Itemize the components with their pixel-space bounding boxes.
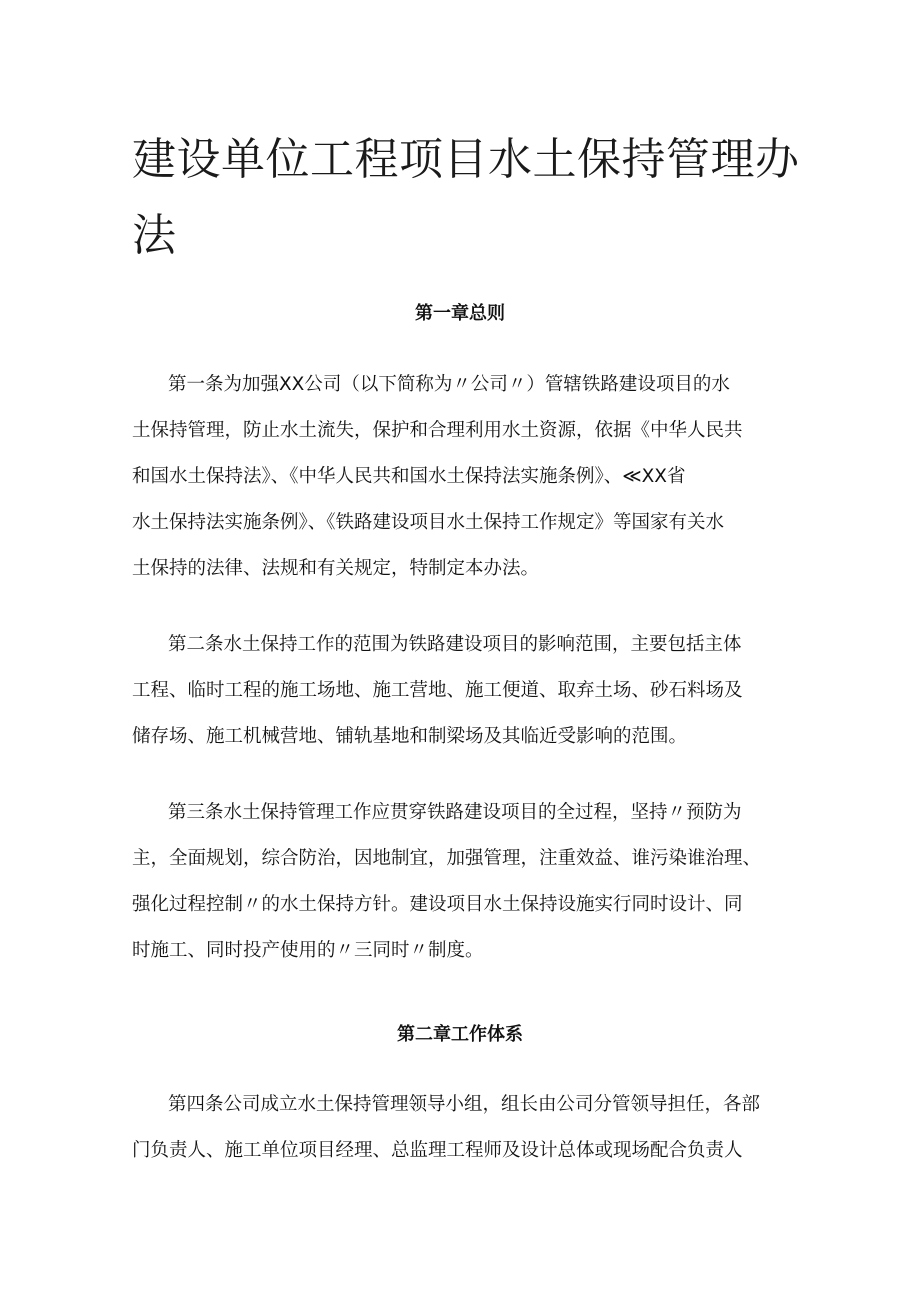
- chapter-heading-2: 第二章工作体系: [397, 1024, 523, 1045]
- article-1: [132, 362, 792, 592]
- text-line: 工程、临时工程的施工场地、施工营地、施工便道、取弃土场、砂石料场及: [132, 680, 743, 701]
- article-3: [132, 790, 792, 974]
- article-2: [132, 622, 792, 760]
- text-line: 和国水土保持法》、《中华人民共和国水土保持法实施条例》、≪XX省: [132, 466, 686, 487]
- text-line: 第一条为加强XX公司（以下简称为〃公司〃）管辖铁路建设项目的水: [168, 374, 730, 395]
- text-line: 时施工、同时投产使用的〃三同时〃制度。: [132, 940, 484, 961]
- text-line: 第四条公司成立水土保持管理领导小组，组长由公司分管领导担任，各部: [168, 1094, 761, 1115]
- document-title: [132, 122, 800, 274]
- text-line: 第三条水土保持管理工作应贯穿铁路建设项目的全过程，坚持〃预防为: [168, 802, 742, 823]
- text-line: 储存场、施工机械营地、铺轨基地和制梁场及其临近受影响的范围。: [132, 726, 688, 747]
- text-line: 强化过程控制〃的水土保持方针。建设项目水土保持设施实行同时设计、同: [132, 894, 743, 915]
- chapter-heading-1: 第一章总则: [415, 303, 505, 324]
- text-line: 第二条水土保持工作的范围为铁路建设项目的影响范围，主要包括主体: [168, 634, 742, 655]
- text-line: 土保持的法律、法规和有关规定，特制定本办法。: [132, 558, 540, 579]
- title-line: 建设单位工程项目水土保持管理办: [132, 134, 800, 185]
- title-line: 法: [132, 210, 177, 261]
- text-line: 土保持管理，防止水土流失，保护和合理利用水土资源，依据《中华人民共: [132, 420, 743, 441]
- text-line: 水土保持法实施条例》、《铁路建设项目水土保持工作规定》等国家有关水: [132, 512, 725, 533]
- text-line: 主，全面规划，综合防治，因地制宜，加强管理，注重效益、谁污染谁治理、: [132, 848, 762, 869]
- text-line: 门负责人、施工单位项目经理、总监理工程师及设计总体或现场配合负责人: [132, 1140, 743, 1161]
- article-4: [132, 1082, 792, 1174]
